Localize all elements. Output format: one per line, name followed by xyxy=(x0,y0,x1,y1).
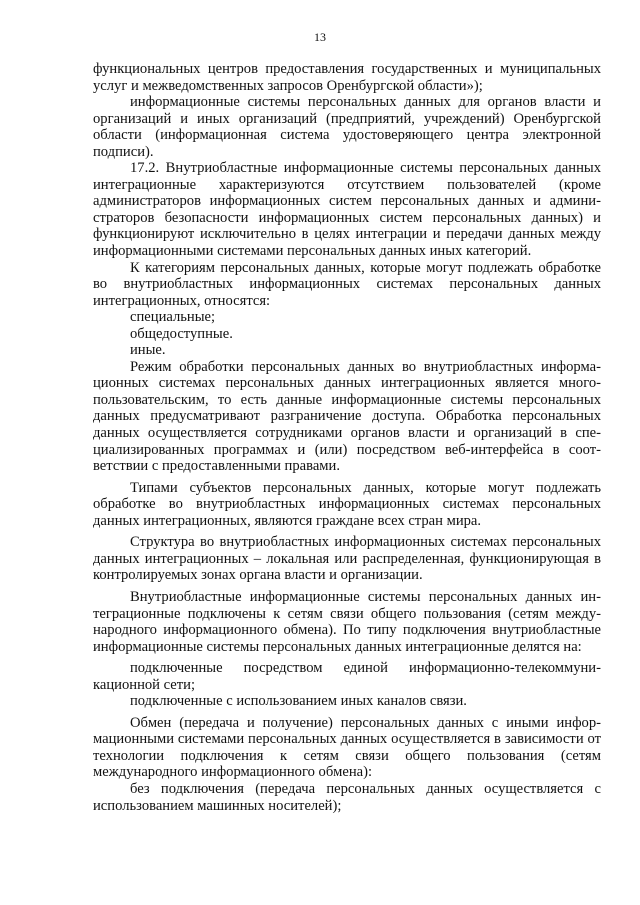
list-item: подключенные с использованием иных каналов связи. xyxy=(130,693,467,710)
list-item: специальные; xyxy=(130,309,216,326)
paragraph: Режим обработки персональных данных во внутриобластных информационных системах персональных данных интеграционных является многопользовательским, то есть данные информационные системы персональных данных предусматривают разграничение доступа. Обработка персональных данных осуществляется сотрудниками органов власти и организаций в специализированных программах и (или) посредством веб-интерфейса в соответствии с предоставленными правами. xyxy=(93,358,601,475)
paragraph: информационные системы персональных данных для органов власти и организаций и иных организаций (предприятий, учреждений) Оренбургской области (информационная система удостоверяющего центра электронной подписи). xyxy=(93,94,601,160)
list-item: иные. xyxy=(130,342,166,359)
paragraph: Обмен (передача и получение) персональных данных с иными информационными системами персональных данных осуществляется в зависимости от технологии подключения к сетям связи общего пользования (сетям международного информационного обмена): xyxy=(93,714,601,781)
list-item: подключенные посредством единой информационно-телекоммуникационной сети; xyxy=(93,660,601,693)
paragraph: Структура во внутриобластных информационных системах персональных данных интеграционных – локальная или распределенная, функционирующая в контролируемых зонах органа власти и организации. xyxy=(93,534,601,584)
paragraph: Типами субъектов персональных данных, которые могут подлежать обработке во внутриобластных информационных системах персональных данных интеграционных, являются граждане всех стран мира. xyxy=(93,479,601,529)
page-number: 13 xyxy=(314,30,326,44)
paragraph: Внутриобластные информационные системы персональных данных интеграционные подключены к сетям связи общего пользования (сетям международного информационного обмена). По типу подключения внутриоблаcтные информационные системы персональных данных интеграционные делятся на: xyxy=(93,588,601,655)
list-item: без подключения (передача персональных данных осуществляется с использованием машинных носителей); xyxy=(93,780,601,814)
list-item: общедоступные. xyxy=(130,325,233,342)
paragraph: К категориям персональных данных, которые могут подлежать обработке во внутриобластных информационных системах персональных данных интеграционных, относятся: xyxy=(93,259,601,309)
section-paragraph-17-2: 17.2. Внутриобластные информационные системы персональных данных интеграционные характеризуются отсутствием пользователей (кроме администраторов информационных систем персональных данных и администраторов безопасности информационных систем персональных данных) и функционируют исключительно в целях интеграции и передачи данных между информационными системами персональных данных иных категорий. xyxy=(93,160,601,260)
page-body xyxy=(93,61,601,814)
paragraph: функциональных центров предоставления государственных и муниципальных услуг и межведомственных запросов Оренбургской области»); xyxy=(93,61,601,94)
